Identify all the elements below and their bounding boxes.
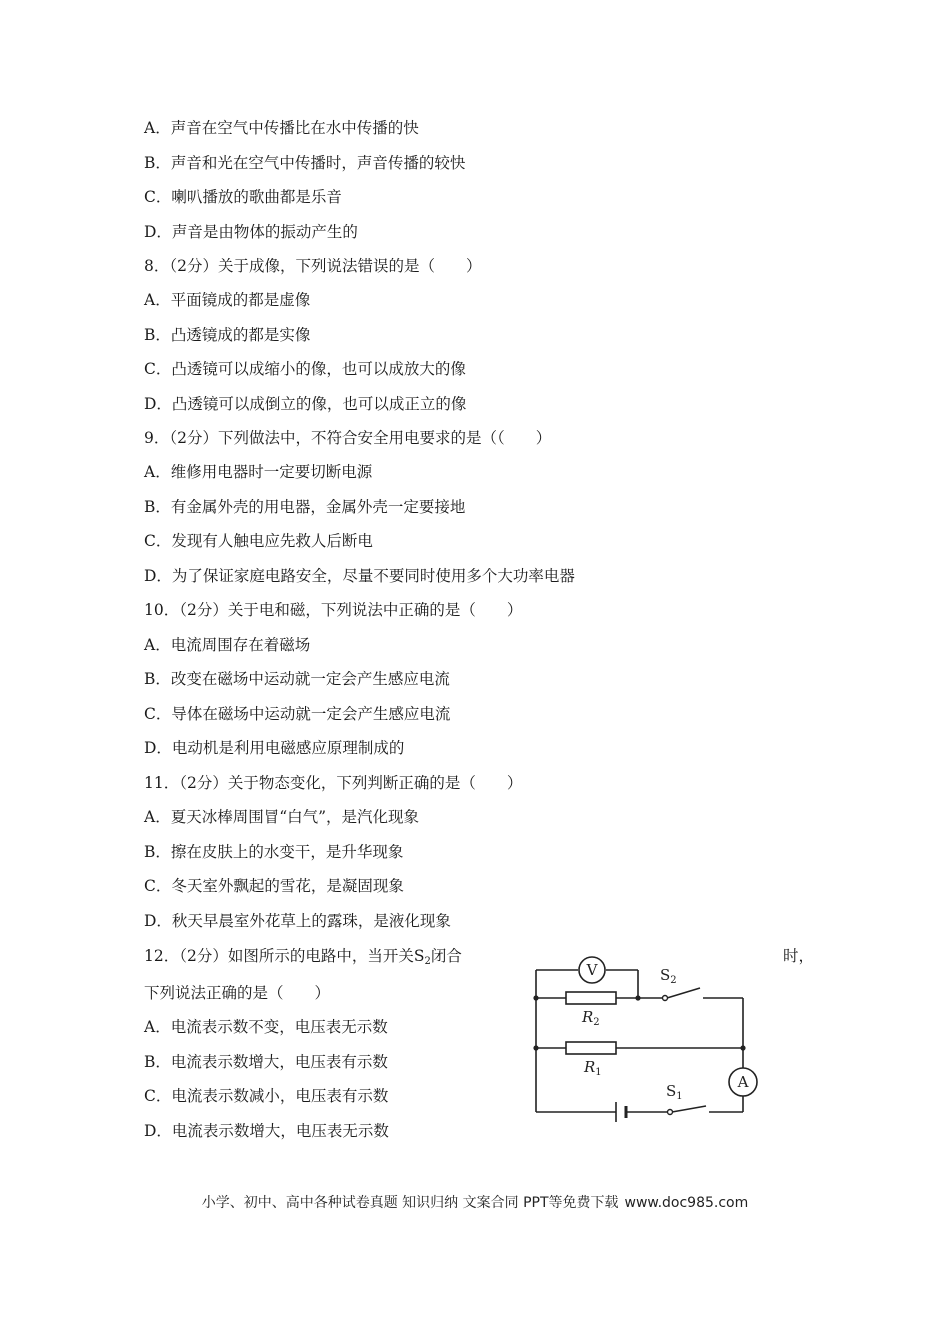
junction-dot [740,1045,745,1050]
q8-option-b: B．凸透镜成的都是实像 [144,326,311,344]
footer-url[interactable]: www.doc985.com [624,1195,749,1211]
resistor-r1-label: $R_1$ [584,1058,602,1078]
junction-dot [533,1045,538,1050]
q8-stem: 8．（2分）关于成像，下列说法错误的是（ ） [144,257,482,275]
switch-s1-contact [668,1110,673,1115]
circuit-diagram [528,940,768,1122]
q12-stem [144,946,462,972]
switch-s1-label: $S_1$ [666,1082,683,1102]
q7-option-d: D．声音是由物体的振动产生的 [144,223,358,241]
q12-option-c: C．电流表示数减小，电压表有示数 [144,1087,389,1105]
q7-option-b: B．声音和光在空气中传播时，声音传播的较快 [144,154,466,172]
q11-option-a: A．夏天冰棒周围冒“白气”，是汽化现象 [144,808,420,826]
q12-stem-line2: 下列说法正确的是（ ） [144,984,331,1002]
q10-option-d: D．电动机是利用电磁感应原理制成的 [144,739,405,757]
q10-option-a: A．电流周围存在着磁场 [144,636,311,654]
q12-option-a: A．电流表示数不变，电压表无示数 [144,1018,388,1036]
resistor-r2 [566,992,616,1004]
q9-option-b: B．有金属外壳的用电器，金属外壳一定要接地 [144,498,466,516]
q8-option-c: C．凸透镜可以成缩小的像，也可以成放大的像 [144,360,466,378]
q9-option-c: C．发现有人触电应先救人后断电 [144,532,373,550]
switch-s2-label: $S_2$ [660,966,677,986]
q11-option-d: D．秋天早晨室外花草上的露珠，是液化现象 [144,912,451,930]
q8-option-d: D．凸透镜可以成倒立的像，也可以成正立的像 [144,395,467,413]
q9-option-a: A．维修用电器时一定要切断电源 [144,463,373,481]
switch-s2-contact [663,996,668,1001]
q7-option-a: A．声音在空气中传播比在水中传播的快 [144,119,419,137]
voltmeter-label: V [586,961,598,979]
junction-dot [533,995,538,1000]
q9-stem: 9．（2分）下列做法中，不符合安全用电要求的是（（ ） [144,429,552,447]
footer-text: 小学、初中、高中各种试卷真题 知识归纳 文案合同 PPT等免费下载 [201,1195,619,1211]
q10-option-c: C．导体在磁场中运动就一定会产生感应电流 [144,705,451,723]
junction-dot [635,995,640,1000]
q10-stem: 10．（2分）关于电和磁，下列说法中正确的是（ ） [144,601,523,619]
q11-option-b: B．擦在皮肤上的水变干，是升华现象 [144,843,404,861]
q8-option-a: A．平面镜成的都是虚像 [144,291,311,309]
q9-option-d: D．为了保证家庭电路安全，尽量不要同时使用多个大功率电器 [144,567,575,585]
q10-option-b: B．改变在磁场中运动就一定会产生感应电流 [144,670,450,688]
ammeter-label: A [737,1073,749,1091]
q12-stem-tail: 闭合 [430,947,462,965]
q12-option-d: D．电流表示数增大，电压表无示数 [144,1122,389,1140]
q12-stem-end: 时， [783,947,815,965]
q12-stem-head: 12．（2分）如图所示的电路中，当开关S [144,947,425,965]
q12-stem-subscript: 2 [424,956,431,967]
resistor-r1 [566,1042,616,1054]
page-footer [0,1192,950,1212]
q7-option-c: C．喇叭播放的歌曲都是乐音 [144,188,342,206]
q11-option-c: C．冬天室外飘起的雪花，是凝固现象 [144,877,404,895]
resistor-r2-label: $R_2$ [582,1008,600,1028]
q11-stem: 11．（2分）关于物态变化，下列判断正确的是（ ） [144,774,523,792]
q12-option-b: B．电流表示数增大，电压表有示数 [144,1053,388,1071]
